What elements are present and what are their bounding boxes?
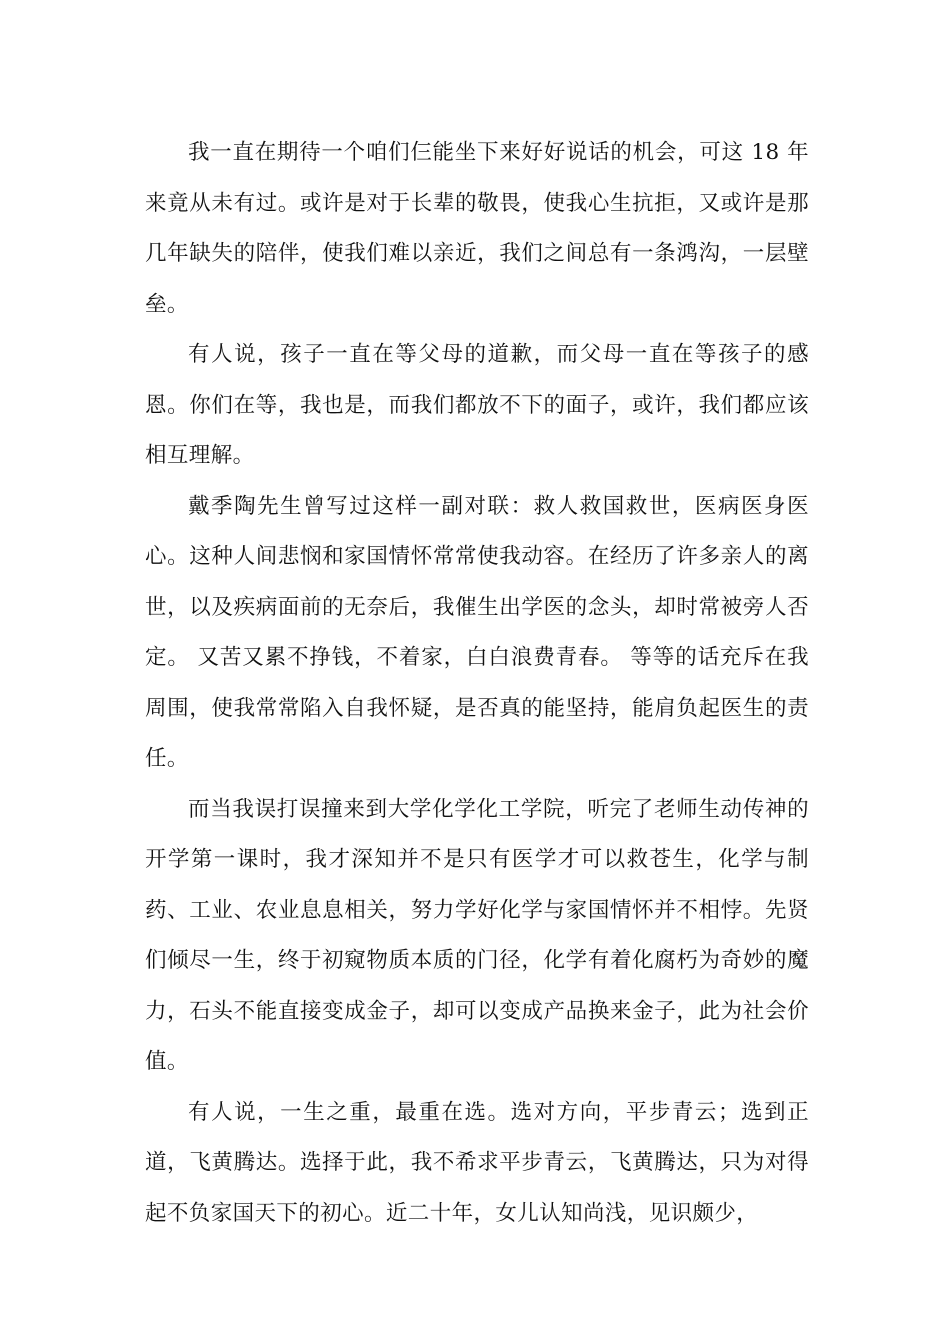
paragraph-3: 戴季陶先生曾写过这样一副对联：救人救国救世，医病医身医心。这种人间悲悯和家国情怀常常使我动容。在经历了许多亲人的离世，以及疾病面前的无奈后，我催生出学医的念头，却时常被旁人否定。 又苦又累不挣钱，不着家，白白浪费青春。 等等的话充斥在我周围，使我常常陷入自我怀疑，是否真的能坚持，能肩负起医生的责任。 [145,493,809,771]
paragraph-4: 而当我误打误撞来到大学化学化工学院，听完了老师生动传神的开学第一课时，我才深知并不是只有医学才可以救苍生，化学与制药、工业、农业息息相关，努力学好化学与家国情怀并不相悖。先贤们倾尽一生，终于初窥物质本质的门径，化学有着化腐朽为奇妙的魔力，石头不能直接变成金子，却可以变成产品换来金子，此为社会价值。 [145,796,809,1074]
paragraph-2: 有人说，孩子一直在等父母的道歉，而父母一直在等孩子的感恩。你们在等，我也是，而我们都放不下的面子，或许，我们都应该相互理解。 [145,342,809,468]
document-body [145,128,809,1239]
paragraph-1: 我一直在期待一个咱们仨能坐下来好好说话的机会，可这 18 年来竟从未有过。或许是对于长辈的敬畏，使我心生抗拒，又或许是那几年缺失的陪伴，使我们难以亲近，我们之间总有一条鸿沟，一层壁垒。 [145,140,809,317]
paragraph-5: 有人说，一生之重，最重在选。选对方向，平步青云；选到正道，飞黄腾达。选择于此，我不希求平步青云，飞黄腾达，只为对得起不负家国天下的初心。近二十年，女儿认知尚浅，见识颇少， [145,1099,809,1226]
